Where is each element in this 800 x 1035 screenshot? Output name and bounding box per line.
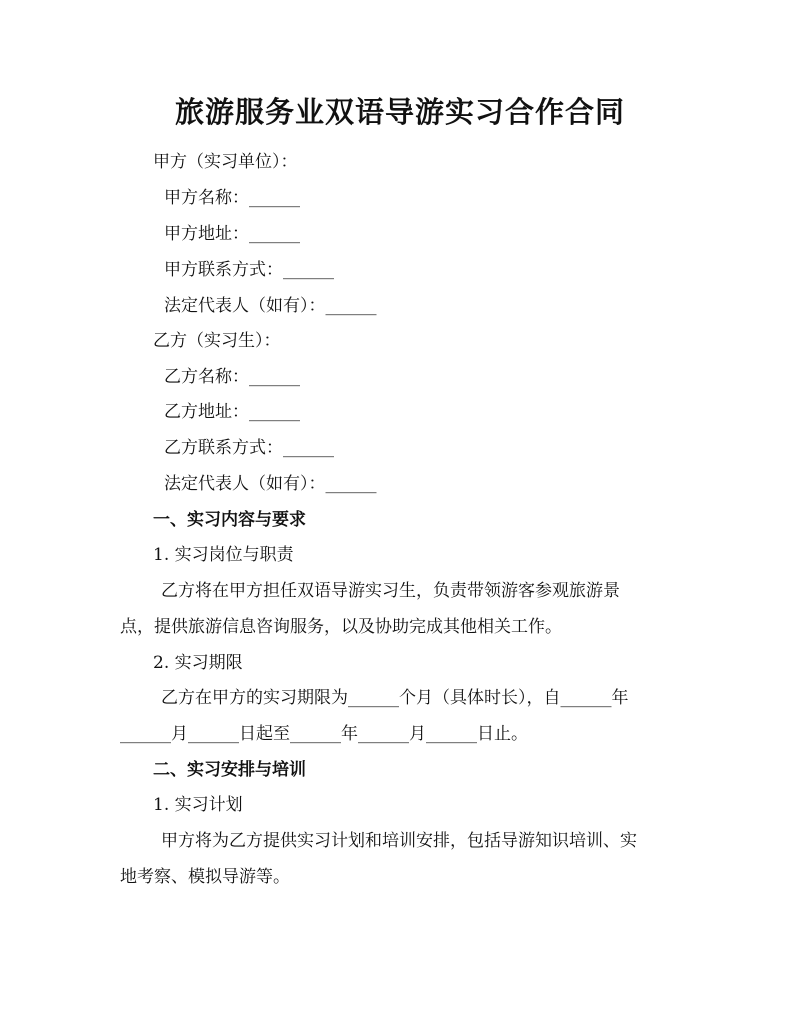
- party-b-address: 乙方地址：______: [164, 402, 300, 422]
- section1-item2-text-line2: ______月______日起至______年______月______日止。: [120, 724, 528, 744]
- section1-item2-heading: 2. 实习期限: [153, 653, 243, 673]
- party-a-heading: 甲方（实习单位）：: [153, 152, 298, 172]
- section1-item2-text-line1: 乙方在甲方的实习期限为______个月（具体时长），自______年: [161, 688, 629, 708]
- section1-heading: 一、实习内容与要求: [153, 510, 306, 530]
- section2-heading: 二、实习安排与培训: [153, 760, 306, 780]
- section2-item1-text-line1: 甲方将为乙方提供实习计划和培训安排，包括导游知识培训、实: [161, 831, 637, 851]
- section2-item1-heading: 1. 实习计划: [153, 795, 243, 815]
- section1-item1-text-line1: 乙方将在甲方担任双语导游实习生，负责带领游客参观旅游景: [161, 581, 620, 601]
- section2-item1-text-line2: 地考察、模拟导游等。: [120, 867, 290, 887]
- party-b-name: 乙方名称：______: [164, 367, 300, 387]
- party-b-legal-rep: 法定代表人（如有）：______: [164, 474, 377, 494]
- party-b-heading: 乙方（实习生）：: [153, 331, 281, 351]
- party-b-contact: 乙方联系方式：______: [164, 438, 334, 458]
- document-title: 旅游服务业双语导游实习合作合同: [174, 95, 625, 129]
- party-a-contact: 甲方联系方式：______: [164, 260, 334, 280]
- section1-item1-text-line2: 点，提供旅游信息咨询服务，以及协助完成其他相关工作。: [120, 617, 562, 637]
- party-a-name: 甲方名称：______: [164, 188, 300, 208]
- party-a-address: 甲方地址：______: [164, 224, 300, 244]
- section1-item1-heading: 1. 实习岗位与职责: [153, 545, 294, 565]
- party-a-legal-rep: 法定代表人（如有）：______: [164, 296, 377, 316]
